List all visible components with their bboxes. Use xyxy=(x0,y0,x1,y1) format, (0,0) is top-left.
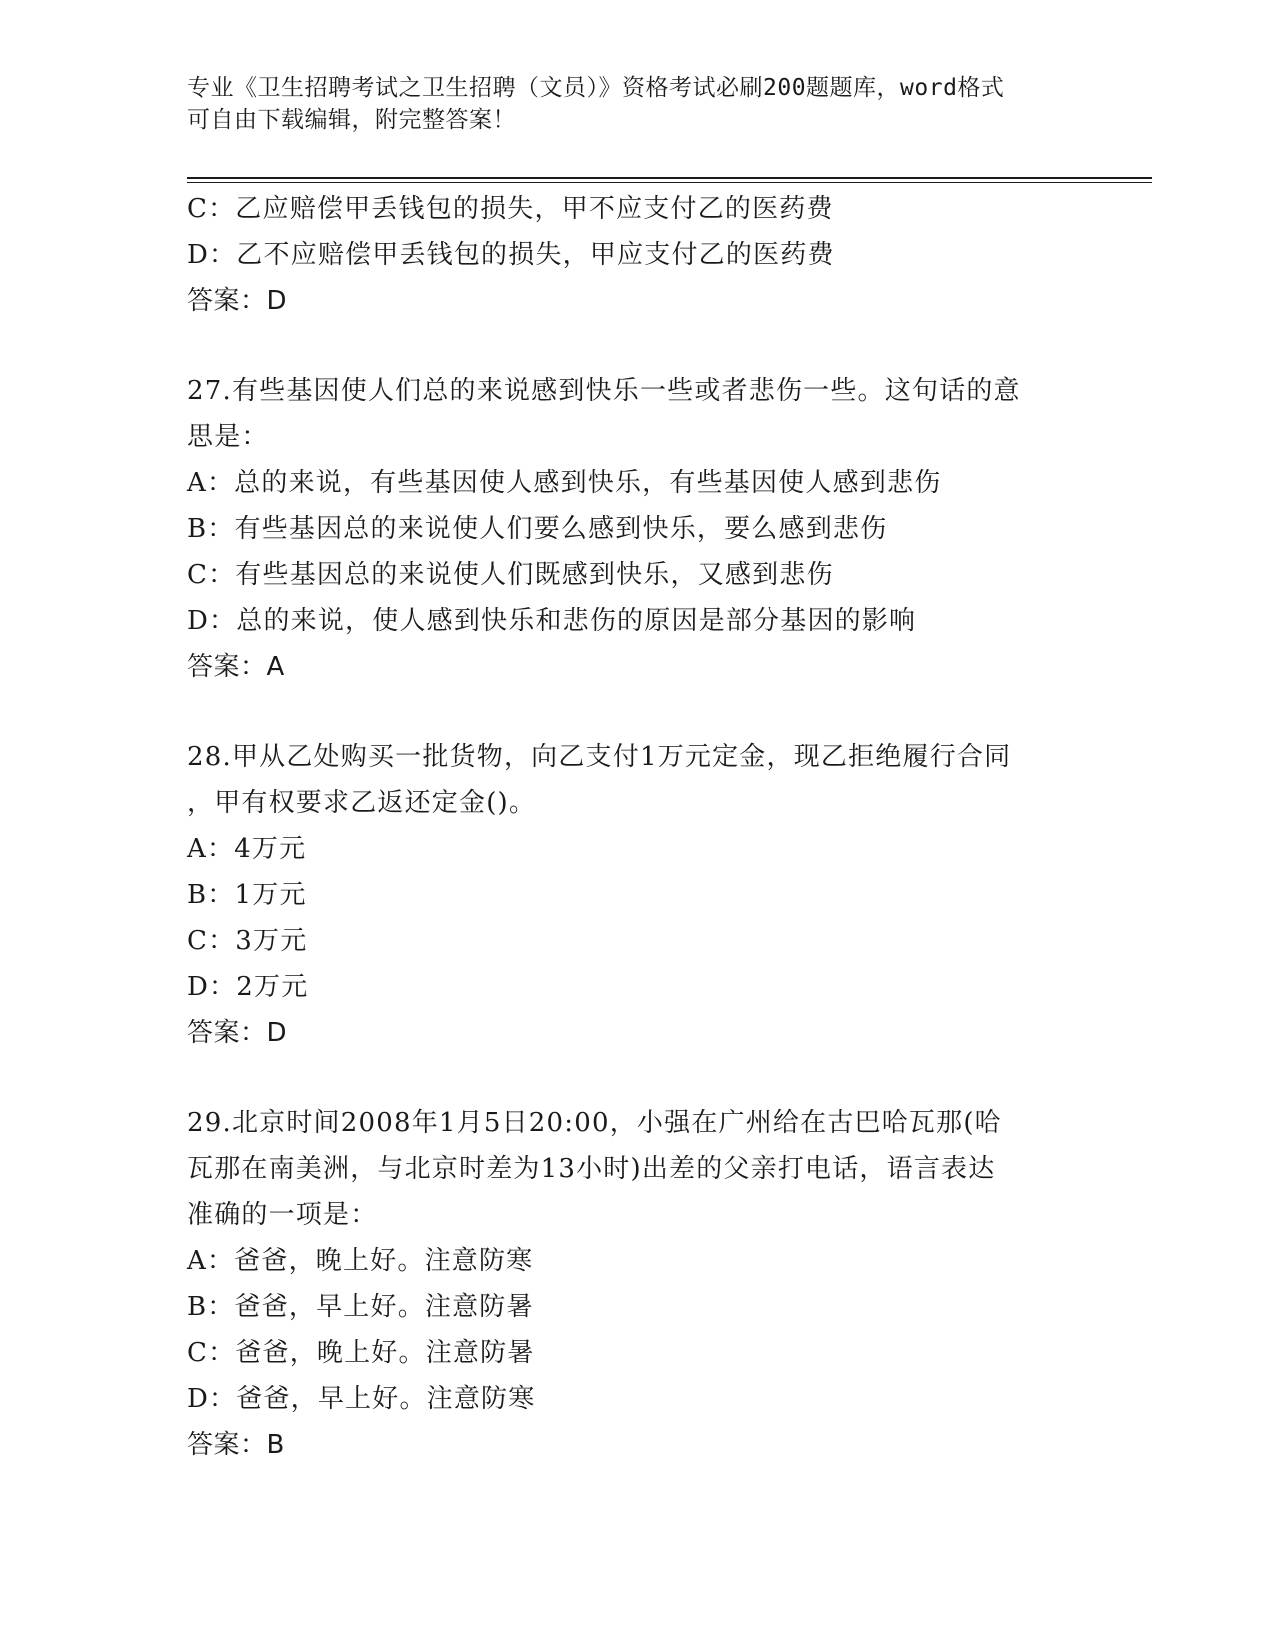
answer-line: 答案：D xyxy=(187,1018,288,1048)
question-stem-line: 27.有些基因使人们总的来说感到快乐一些或者悲伤一些。这句话的意 xyxy=(187,376,1021,406)
document-header xyxy=(187,72,1067,136)
question-stem-line: 思是： xyxy=(187,422,269,452)
header-rule-thin xyxy=(187,182,1152,183)
answer-line: 答案：A xyxy=(187,652,285,682)
header-rule-thick xyxy=(187,177,1152,179)
option-c: C：爸爸，晚上好。注意防暑 xyxy=(187,1338,535,1368)
question-28 xyxy=(187,734,1087,1056)
option-a: A：总的来说，有些基因使人感到快乐，有些基因使人感到悲伤 xyxy=(187,468,942,498)
question-29 xyxy=(187,1100,1087,1468)
question-stem-line: 准确的一项是： xyxy=(187,1200,378,1230)
option-d: D：爸爸，早上好。注意防寒 xyxy=(187,1384,536,1414)
answer-line: 答案：D xyxy=(187,286,288,316)
option-b: B：有些基因总的来说使人们要么感到快乐，要么感到悲伤 xyxy=(187,514,888,544)
header-line-1: 专业《卫生招聘考试之卫生招聘（文员）》资格考试必刷200题题库，word格式 xyxy=(187,75,1005,101)
question-gap xyxy=(187,690,1087,734)
header-line-2: 可自由下载编辑，附完整答案！ xyxy=(187,107,516,133)
question-stem-line: 瓦那在南美洲，与北京时差为13小时)出差的父亲打电话，语言表达 xyxy=(187,1154,996,1184)
option-c: C：有些基因总的来说使人们既感到快乐，又感到悲伤 xyxy=(187,560,834,590)
option-c: C：乙应赔偿甲丢钱包的损失，甲不应支付乙的医药费 xyxy=(187,194,834,224)
question-content xyxy=(187,186,1087,1468)
option-a: A：4万元 xyxy=(187,834,307,864)
option-a: A：爸爸，晚上好。注意防寒 xyxy=(187,1246,534,1276)
question-gap xyxy=(187,324,1087,368)
question-27 xyxy=(187,368,1087,690)
question-26 xyxy=(187,186,1087,324)
question-gap xyxy=(187,1056,1087,1100)
option-d: D：总的来说，使人感到快乐和悲伤的原因是部分基因的影响 xyxy=(187,606,917,636)
question-stem-line: ，甲有权要求乙返还定金()。 xyxy=(187,788,537,818)
option-d: D：2万元 xyxy=(187,972,309,1002)
option-c: C：3万元 xyxy=(187,926,308,956)
option-b: B：1万元 xyxy=(187,880,307,910)
answer-line: 答案：B xyxy=(187,1430,285,1460)
option-d: D：乙不应赔偿甲丢钱包的损失，甲应支付乙的医药费 xyxy=(187,240,835,270)
question-stem-line: 29.北京时间2008年1月5日20:00，小强在广州给在古巴哈瓦那(哈 xyxy=(187,1108,1002,1138)
option-b: B：爸爸，早上好。注意防暑 xyxy=(187,1292,534,1322)
question-stem-line: 28.甲从乙处购买一批货物，向乙支付1万元定金，现乙拒绝履行合同 xyxy=(187,742,1012,772)
